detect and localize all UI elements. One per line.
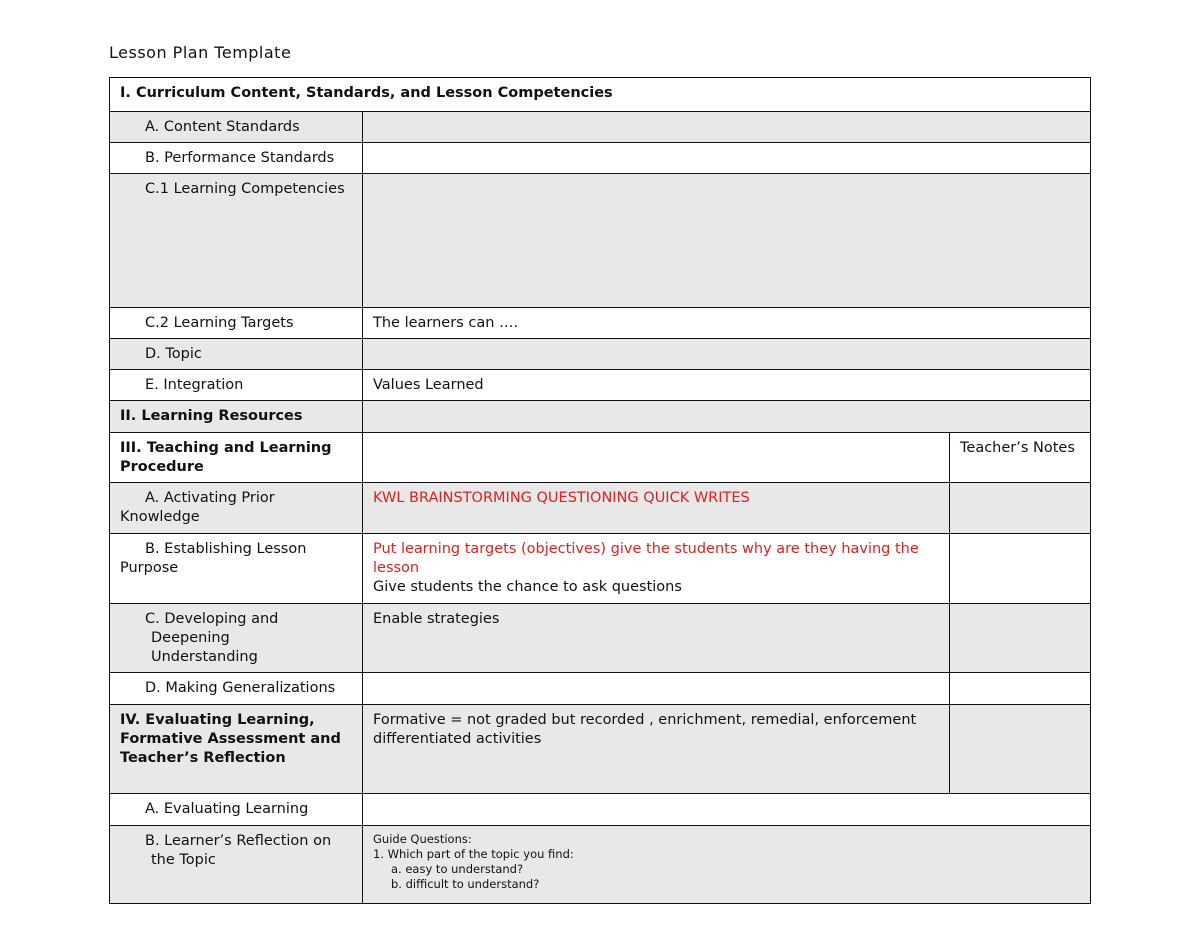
learning-resources-value[interactable] <box>363 401 1091 433</box>
teachers-notes-heading: Teacher’s Notes <box>950 433 1091 483</box>
guide-answer-b: b. difficult to understand? <box>391 877 540 891</box>
formative-line-2: differentiated activities <box>373 731 542 747</box>
performance-standards-row <box>110 143 1091 174</box>
establishing-label: B. Establishing Lesson Purpose <box>110 534 363 604</box>
reflection-label-2: the Topic <box>151 852 216 868</box>
content-standards-value[interactable] <box>363 112 1091 143</box>
reflection-label-cell <box>110 826 363 904</box>
developing-label-2: Deepening <box>151 630 230 646</box>
developing-label-cell <box>110 604 363 673</box>
topic-row <box>110 339 1091 370</box>
establishing-value-red: Put learning targets (objectives) give the students why are they having the lesson <box>373 541 919 576</box>
guide-questions-cell[interactable] <box>363 826 1091 904</box>
establishing-value-cell[interactable] <box>363 534 950 604</box>
establishing-value: Give students the chance to ask questions <box>373 579 682 595</box>
generalizations-value[interactable] <box>363 673 950 705</box>
reflection-label-1: B. Learner’s Reflection on <box>145 833 332 849</box>
learning-targets-label: C.2 Learning Targets <box>110 308 363 339</box>
integration-label: E. Integration <box>110 370 363 401</box>
activating-row <box>110 483 1091 534</box>
learning-resources-row <box>110 401 1091 433</box>
evaluating-row <box>110 794 1091 826</box>
activating-label: A. Activating Prior Knowledge <box>110 483 363 534</box>
developing-value[interactable]: Enable strategies <box>363 604 950 673</box>
section-iii-heading: III. Teaching and Learning Procedure <box>110 433 363 483</box>
content-standards-label: A. Content Standards <box>110 112 363 143</box>
learning-competencies-value[interactable] <box>363 174 1091 308</box>
developing-label-3: Understanding <box>151 649 258 665</box>
learning-targets-value[interactable]: The learners can …. <box>363 308 1091 339</box>
performance-standards-label: B. Performance Standards <box>110 143 363 174</box>
document-title: Lesson Plan Template <box>109 43 292 62</box>
establishing-row <box>110 534 1091 604</box>
topic-value[interactable] <box>363 339 1091 370</box>
section-i-header-row <box>110 78 1091 112</box>
developing-row <box>110 604 1091 673</box>
formative-value-cell[interactable] <box>363 705 950 794</box>
generalizations-label: D. Making Generalizations <box>110 673 363 705</box>
section-iv-header-row <box>110 705 1091 794</box>
reflection-row <box>110 826 1091 904</box>
guide-question-1: 1. Which part of the topic you find: <box>373 847 574 861</box>
establishing-notes[interactable] <box>950 534 1091 604</box>
generalizations-notes[interactable] <box>950 673 1091 705</box>
content-standards-row <box>110 112 1091 143</box>
formative-line-1: Formative = not graded but recorded , enrichment, remedial, enforcement <box>373 712 917 728</box>
section-iv-heading: IV. Evaluating Learning, Formative Assessment and Teacher’s Reflection <box>110 705 363 794</box>
evaluating-label: A. Evaluating Learning <box>110 794 363 826</box>
learning-competencies-row <box>110 174 1091 308</box>
learning-resources-heading: II. Learning Resources <box>110 401 363 433</box>
section-iii-value[interactable] <box>363 433 950 483</box>
topic-label: D. Topic <box>110 339 363 370</box>
generalizations-row <box>110 673 1091 705</box>
learning-competencies-label: C.1 Learning Competencies <box>110 174 363 308</box>
evaluating-value[interactable] <box>363 794 1091 826</box>
integration-value[interactable]: Values Learned <box>363 370 1091 401</box>
section-i-heading: I. Curriculum Content, Standards, and Lesson Competencies <box>110 78 1091 112</box>
learning-targets-row <box>110 308 1091 339</box>
lesson-plan-table <box>109 77 1091 904</box>
performance-standards-value[interactable] <box>363 143 1091 174</box>
guide-questions-title: Guide Questions: <box>373 832 472 846</box>
section-iii-header-row <box>110 433 1091 483</box>
activating-notes[interactable] <box>950 483 1091 534</box>
integration-row <box>110 370 1091 401</box>
activating-value[interactable]: KWL BRAINSTORMING QUESTIONING QUICK WRITES <box>363 483 950 534</box>
developing-notes[interactable] <box>950 604 1091 673</box>
guide-answer-a: a. easy to understand? <box>391 862 524 876</box>
developing-label-1: C. Developing and <box>145 611 279 627</box>
section-iv-notes[interactable] <box>950 705 1091 794</box>
